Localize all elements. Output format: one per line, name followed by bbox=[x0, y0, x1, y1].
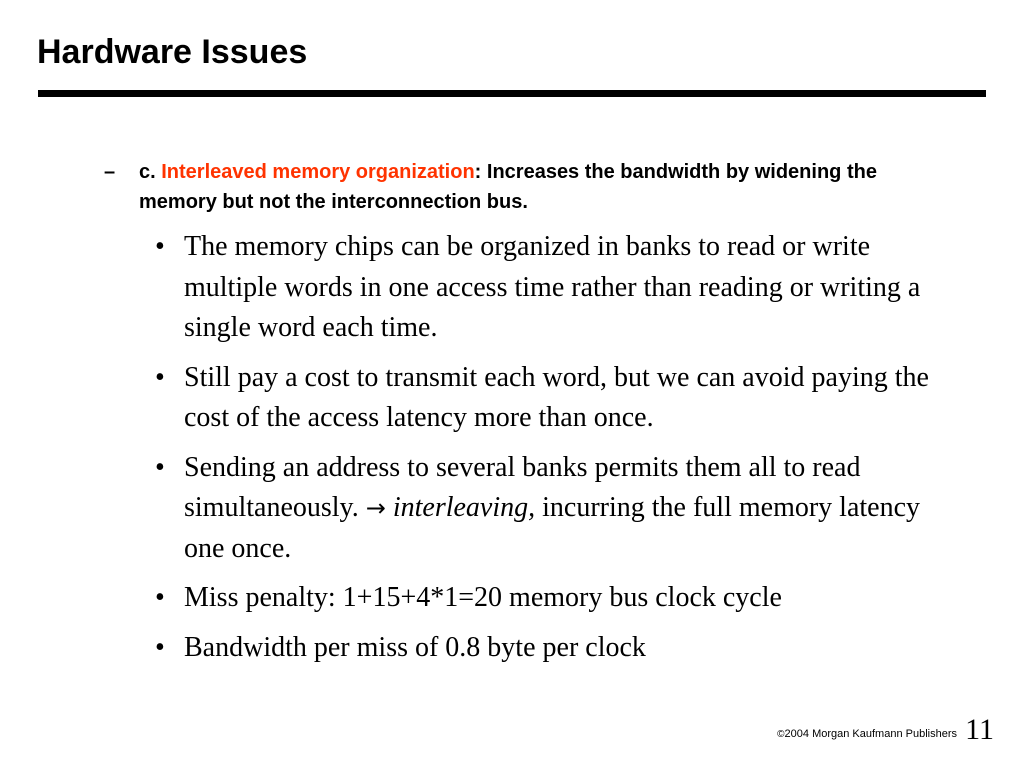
bullet-text: The memory chips can be organized in banks to read or write multiple words in one access time rather than reading or writing a single word each time. bbox=[184, 231, 921, 343]
subpoint bbox=[104, 157, 944, 217]
bullet-item bbox=[155, 227, 935, 349]
dash-marker: – bbox=[104, 161, 116, 183]
bullet-icon: • bbox=[155, 582, 165, 613]
subpoint-prefix: c. bbox=[139, 161, 162, 183]
copyright-notice bbox=[777, 727, 957, 742]
bullet-emphasis: interleaving, bbox=[385, 492, 536, 523]
copyright-symbol: © bbox=[777, 729, 785, 740]
bullet-list bbox=[155, 227, 935, 677]
arrow-right-icon: → bbox=[365, 494, 386, 522]
bullet-item bbox=[155, 448, 935, 570]
bullet-text: Miss penalty: 1+15+4*1=20 memory bus clock cycle bbox=[184, 582, 782, 613]
subpoint-text bbox=[139, 157, 944, 217]
bullet-text-after: incurring the full memory latency one once. bbox=[184, 492, 921, 564]
subpoint-highlight: Interleaved memory organization bbox=[161, 161, 475, 183]
bullet-item bbox=[155, 578, 935, 619]
bullet-text: Still pay a cost to transmit each word, but we can avoid paying the cost of the access latency more than once. bbox=[184, 361, 929, 433]
bullet-icon: • bbox=[155, 361, 165, 393]
bullet-text-before: Sending an address to several banks permits them all to read simultaneously. bbox=[184, 451, 861, 523]
title-divider bbox=[38, 90, 986, 97]
slide-title: Hardware Issues bbox=[37, 33, 308, 71]
bullet-text: Bandwidth per miss of 0.8 byte per clock bbox=[184, 631, 646, 663]
bullet-item bbox=[155, 628, 935, 669]
page-number: 11 bbox=[965, 713, 994, 746]
bullet-icon: • bbox=[155, 231, 165, 262]
subpoint-rest: : Increases the bandwidth by widening the memory but not the interconnection bus. bbox=[139, 161, 877, 213]
bullet-icon: • bbox=[155, 451, 165, 483]
copyright-text: 2004 Morgan Kaufmann Publishers bbox=[784, 728, 957, 740]
bullet-icon: • bbox=[155, 631, 165, 663]
bullet-item bbox=[155, 358, 935, 439]
